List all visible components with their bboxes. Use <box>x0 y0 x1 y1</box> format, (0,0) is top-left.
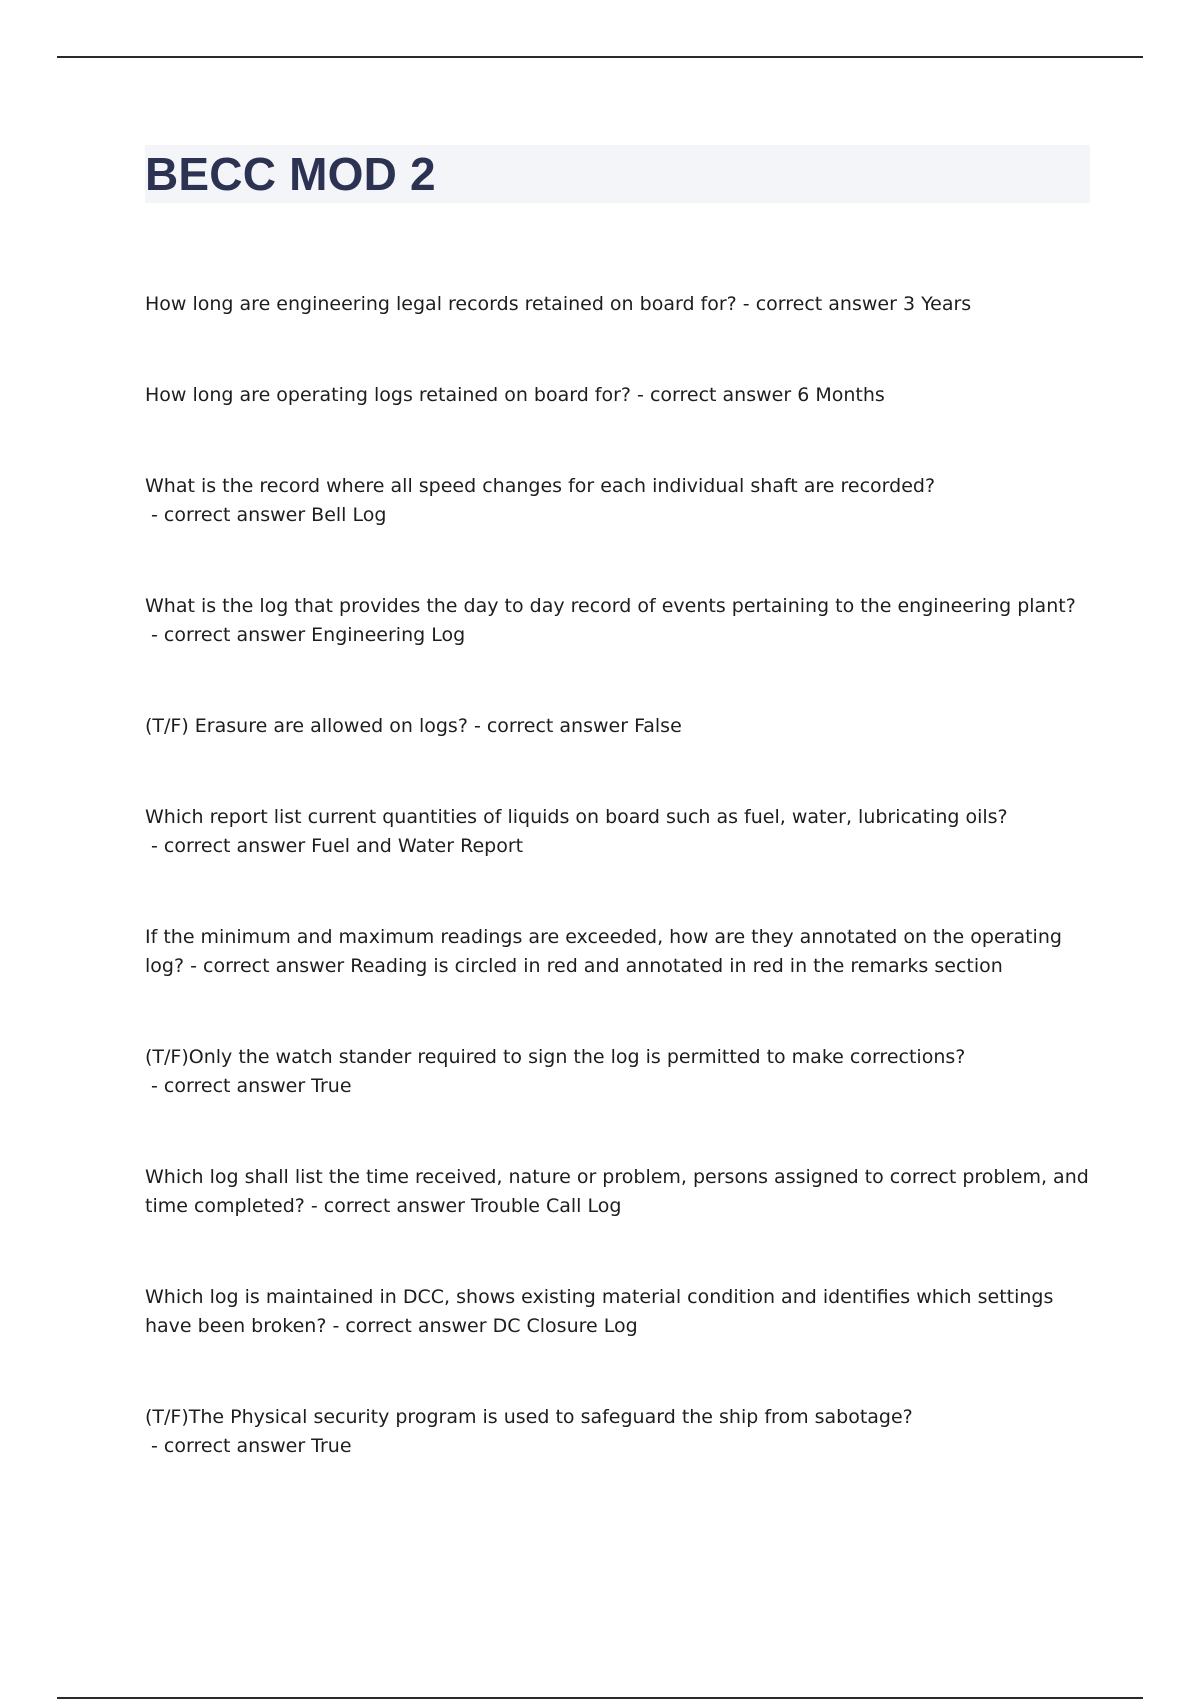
qa-item <box>145 803 1090 861</box>
qa-item <box>145 290 1090 319</box>
answer-separator: - correct answer <box>145 1435 312 1457</box>
qa-item <box>145 472 1090 530</box>
answer-text: Engineering Log <box>311 624 466 646</box>
answer-text: False <box>634 715 682 737</box>
answer-separator: - correct answer <box>145 835 312 857</box>
qa-item <box>145 1283 1090 1341</box>
qa-item <box>145 1163 1090 1221</box>
question-text: Which log is maintained in DCC, shows existing material condition and identifies which settings have been broken? <box>145 1286 1054 1337</box>
question-text: Which report list current quantities of liquids on board such as fuel, water, lubricating oils? <box>145 806 1008 828</box>
question-text: If the minimum and maximum readings are exceeded, how are they annotated on the operating log? <box>145 926 1062 977</box>
title-band <box>145 145 1090 203</box>
question-text: How long are operating logs retained on board for? <box>145 384 632 406</box>
answer-separator: - correct answer <box>467 715 635 737</box>
qa-item <box>145 1043 1090 1101</box>
question-text: (T/F)Only the watch stander required to sign the log is permitted to make corrections? <box>145 1046 966 1068</box>
document-title: BECC MOD 2 <box>145 148 436 200</box>
answer-text: DC Closure Log <box>492 1315 638 1337</box>
qa-item <box>145 381 1090 410</box>
answer-text: Bell Log <box>311 504 387 526</box>
answer-separator: - correct answer <box>736 293 903 315</box>
qa-item <box>145 1403 1090 1461</box>
question-text: Which log shall list the time received, nature or problem, persons assigned to correct problem, and time completed? <box>145 1166 1089 1217</box>
answer-separator: - correct answer <box>145 624 312 646</box>
answer-text: Fuel and Water Report <box>311 835 524 857</box>
answer-separator: - correct answer <box>145 1075 312 1097</box>
answer-separator: - correct answer <box>184 955 351 977</box>
answer-text: Trouble Call Log <box>471 1195 622 1217</box>
answer-text: 6 Months <box>797 384 885 406</box>
qa-item <box>145 923 1090 981</box>
qa-item <box>145 592 1090 650</box>
bottom-rule <box>57 1697 1143 1699</box>
answer-text: 3 Years <box>902 293 972 315</box>
question-text: What is the record where all speed changes for each individual shaft are recorded? <box>145 475 936 497</box>
answer-separator: - correct answer <box>326 1315 493 1337</box>
answer-text: Reading is circled in red and annotated in red in the remarks section <box>350 955 1003 977</box>
top-rule <box>57 56 1143 58</box>
question-text: (T/F) Erasure are allowed on logs? <box>145 715 468 737</box>
qa-item <box>145 712 1090 741</box>
answer-separator: - correct answer <box>304 1195 472 1217</box>
answer-text: True <box>311 1435 352 1457</box>
question-text: What is the log that provides the day to day record of events pertaining to the engineering plant? <box>145 595 1076 617</box>
answer-text: True <box>311 1075 352 1097</box>
qa-list <box>145 290 1090 1461</box>
question-text: How long are engineering legal records retained on board for? <box>145 293 737 315</box>
answer-separator: - correct answer <box>145 504 312 526</box>
question-text: (T/F)The Physical security program is used to safeguard the ship from sabotage? <box>145 1406 913 1428</box>
answer-separator: - correct answer <box>631 384 798 406</box>
